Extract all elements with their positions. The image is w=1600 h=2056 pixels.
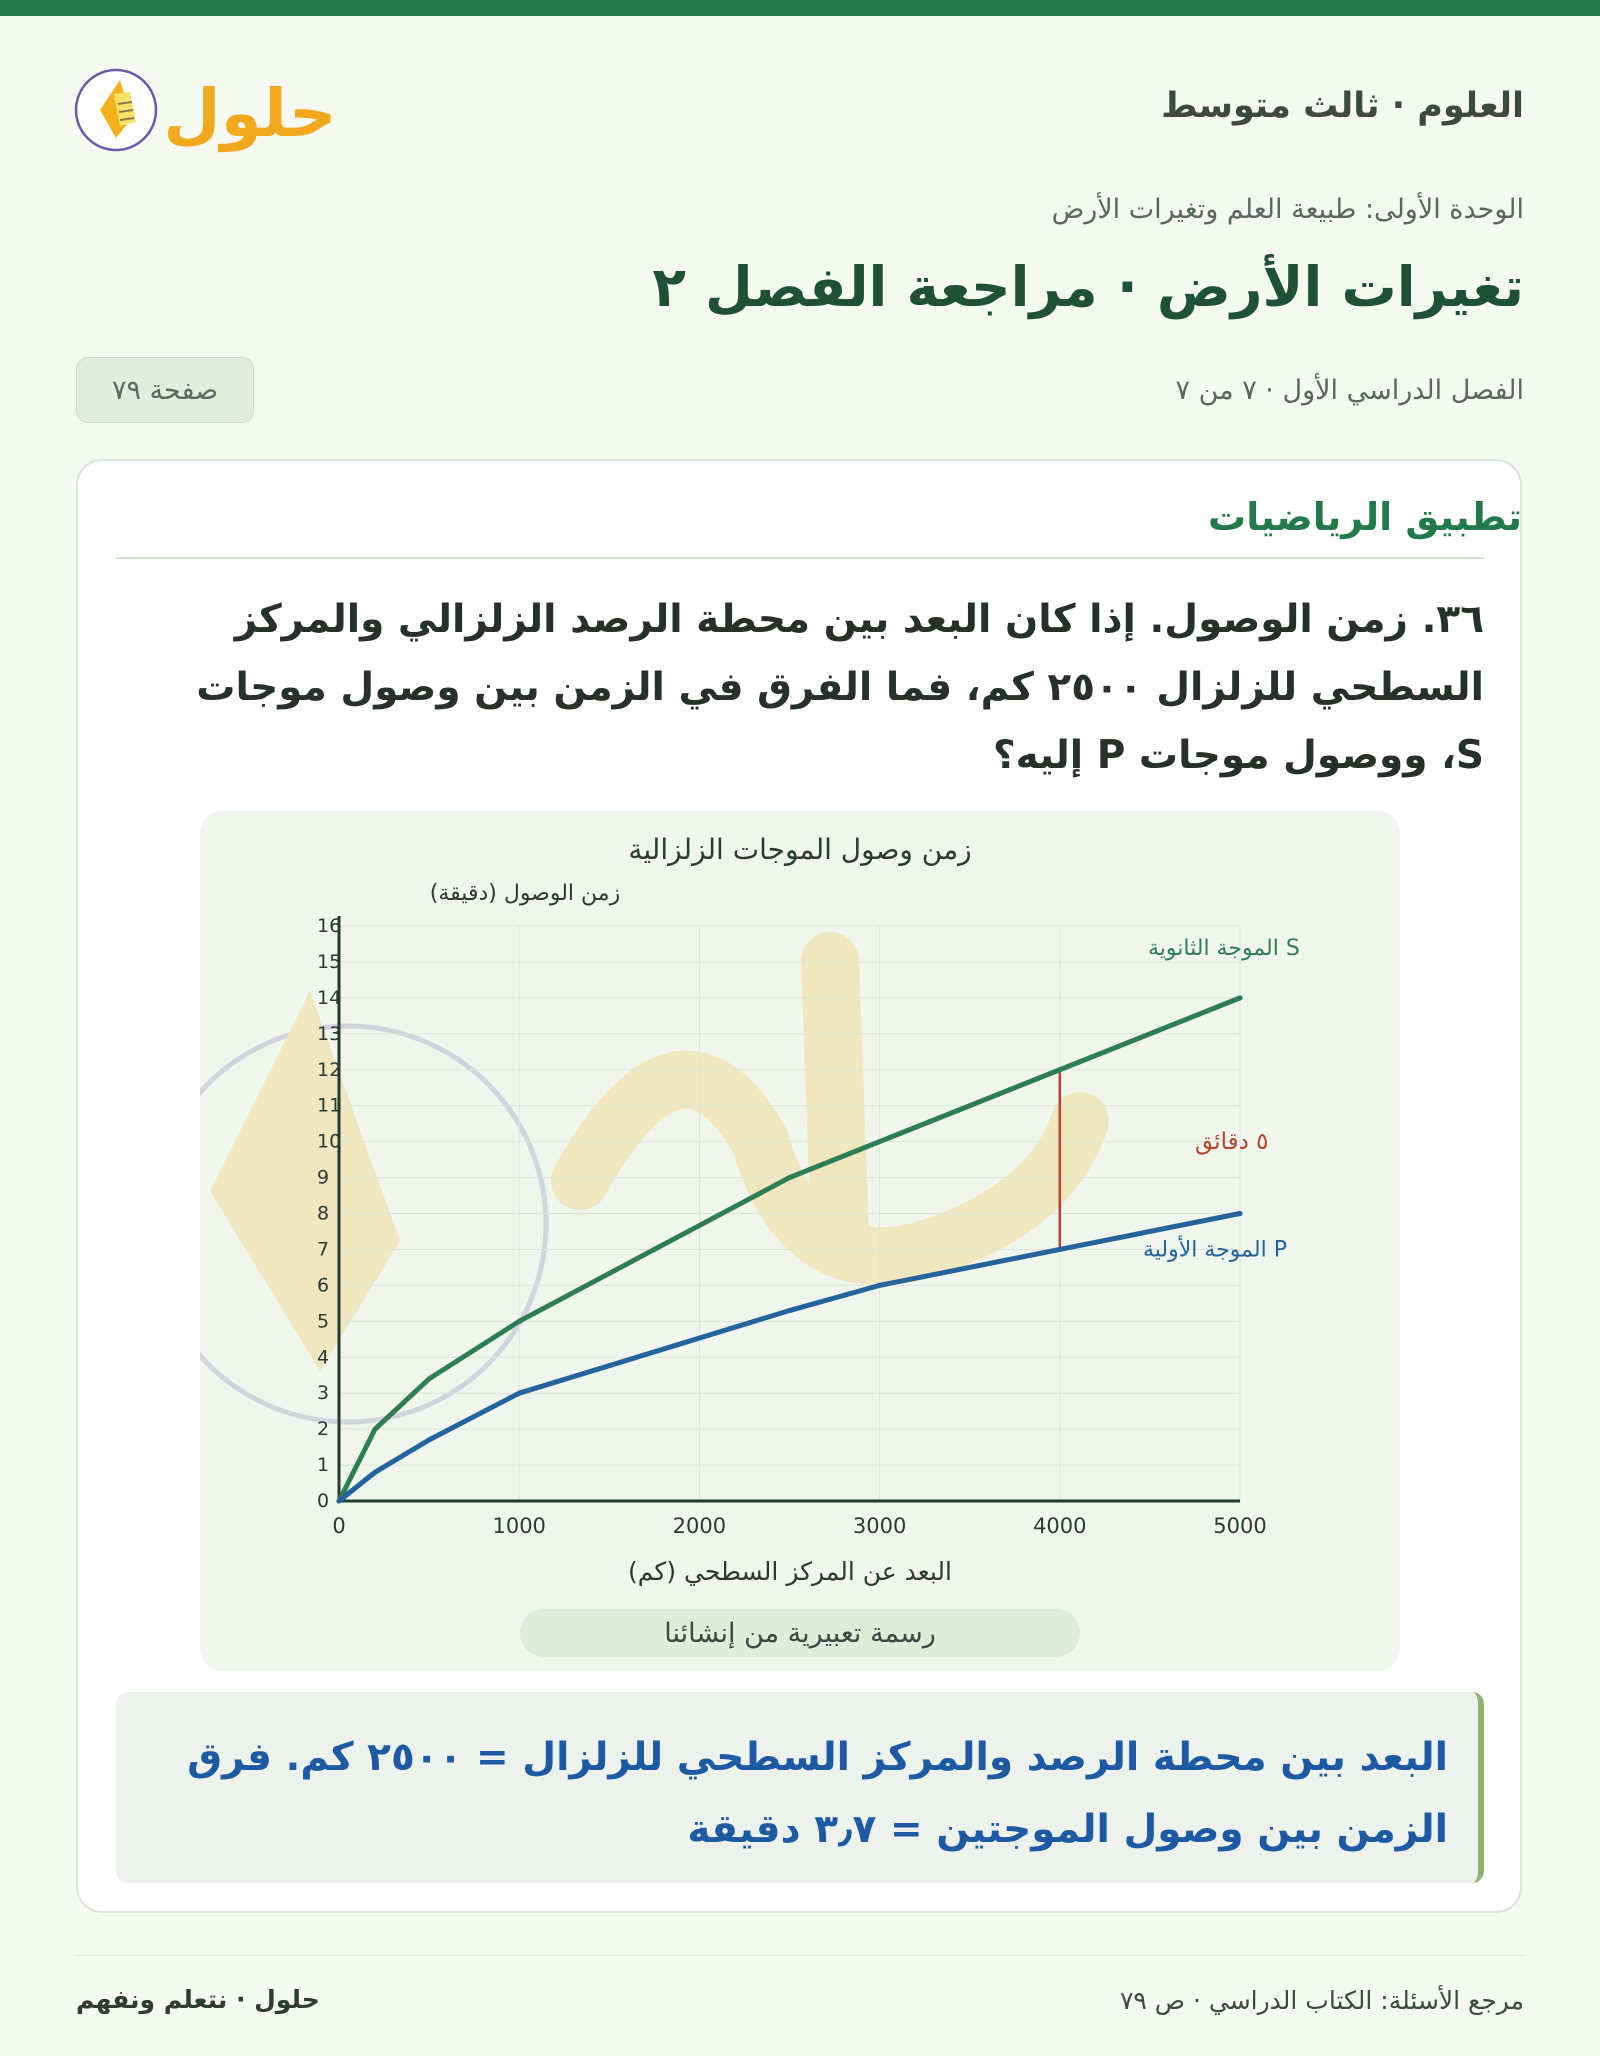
y-tick-label: 15 xyxy=(317,950,342,973)
series-1-point xyxy=(1057,1247,1062,1252)
footer-divider xyxy=(76,1955,1524,1956)
gap-annotation-label: ٥ دقائق xyxy=(1195,1128,1269,1155)
unit-label: الوحدة الأولى: طبيعة العلم وتغيرات الأرض xyxy=(1051,194,1524,225)
answer-text: البعد بين محطة الرصد والمركز السطحي للزلزال = ٢٥٠٠ كم. فرق الزمن بين وصول الموجتين = ٣٫٧ دقيقة xyxy=(187,1735,1448,1852)
series-1-point xyxy=(427,1437,432,1442)
series-0-point xyxy=(1238,995,1243,1000)
question-text: ٣٦. زمن الوصول. إذا كان البعد بين محطة الرصد الزلزالي والمركز السطحي للزلزال ٢٥٠٠ كم، فما الفرق في الزمن بين وصول موجات S، ووصول موجات P إليه؟ xyxy=(196,597,1484,778)
series-0-point xyxy=(787,1175,792,1180)
y-axis-label: زمن الوصول (دقيقة) xyxy=(429,881,621,906)
brand-logo xyxy=(74,52,344,160)
top-accent-strip xyxy=(0,0,1600,16)
chart-title: زمن وصول الموجات الزلزالية xyxy=(628,833,972,866)
subject-label: العلوم · ثالث متوسط xyxy=(1161,86,1524,126)
x-tick-label: 2000 xyxy=(672,1514,727,1538)
series-1-point xyxy=(517,1391,522,1396)
y-tick-label: 13 xyxy=(317,1022,342,1045)
x-tick-label: 1000 xyxy=(492,1514,546,1538)
y-tick-label: 2 xyxy=(317,1418,330,1441)
page-title: تغيرات الأرض · مراجعة الفصل ٢ xyxy=(652,255,1524,319)
series-1-point xyxy=(337,1499,342,1504)
y-tick-label: 5 xyxy=(317,1310,330,1333)
x-tick-label: 4000 xyxy=(1033,1514,1087,1538)
logo-wordmark: حلول xyxy=(163,75,337,152)
y-tick-label: 4 xyxy=(317,1346,330,1369)
y-tick-label: 9 xyxy=(317,1166,330,1189)
y-tick-label: 8 xyxy=(317,1202,330,1225)
y-tick-label: 0 xyxy=(317,1490,330,1512)
series-1-point xyxy=(373,1470,378,1475)
x-axis-label: البعد عن المركز السطحي (كم) xyxy=(628,1557,952,1586)
footer-brand: حلول · نتعلم ونفهم xyxy=(76,1985,320,2014)
series-1-point xyxy=(787,1308,792,1313)
watermark-wordmark-shape xyxy=(580,961,1080,1256)
y-tick-label: 10 xyxy=(317,1130,342,1153)
series-1-point xyxy=(877,1283,882,1288)
y-tick-label: 7 xyxy=(317,1238,330,1261)
chart-caption: رسمة تعبيرية من إنشائنا xyxy=(520,1609,1080,1657)
series-0-point xyxy=(427,1376,432,1381)
x-tick-label: 3000 xyxy=(852,1514,907,1538)
y-tick-label: 11 xyxy=(317,1094,342,1117)
section-divider xyxy=(116,557,1484,559)
series-1-point xyxy=(1238,1211,1243,1216)
page-number-badge: صفحة ٧٩ xyxy=(76,357,254,423)
watermark-emblem-shape xyxy=(210,991,400,1371)
y-tick-label: 6 xyxy=(317,1274,330,1297)
seismic-wave-chart xyxy=(200,811,1400,1671)
y-tick-label: 12 xyxy=(317,1058,342,1081)
series-0-point xyxy=(1057,1067,1062,1072)
y-tick-label: 14 xyxy=(317,986,342,1009)
series-label-1: P الموجة الأولية xyxy=(1143,1237,1287,1263)
y-tick-label: 16 xyxy=(317,915,342,937)
x-tick-label: 5000 xyxy=(1213,1514,1267,1538)
series-0-point xyxy=(517,1319,522,1324)
series-0-point xyxy=(373,1427,378,1432)
x-tick-label: 0 xyxy=(332,1514,346,1538)
y-tick-label: 1 xyxy=(317,1454,330,1477)
series-label-0: S الموجة الثانوية xyxy=(1148,935,1300,961)
footer-reference: مرجع الأسئلة: الكتاب الدراسي · ص ٧٩ xyxy=(1119,1986,1524,2015)
section-title: تطبيق الرياضيات xyxy=(1208,495,1522,539)
term-label: الفصل الدراسي الأول · ٧ من ٧ xyxy=(1175,375,1524,406)
y-tick-label: 3 xyxy=(317,1382,330,1405)
